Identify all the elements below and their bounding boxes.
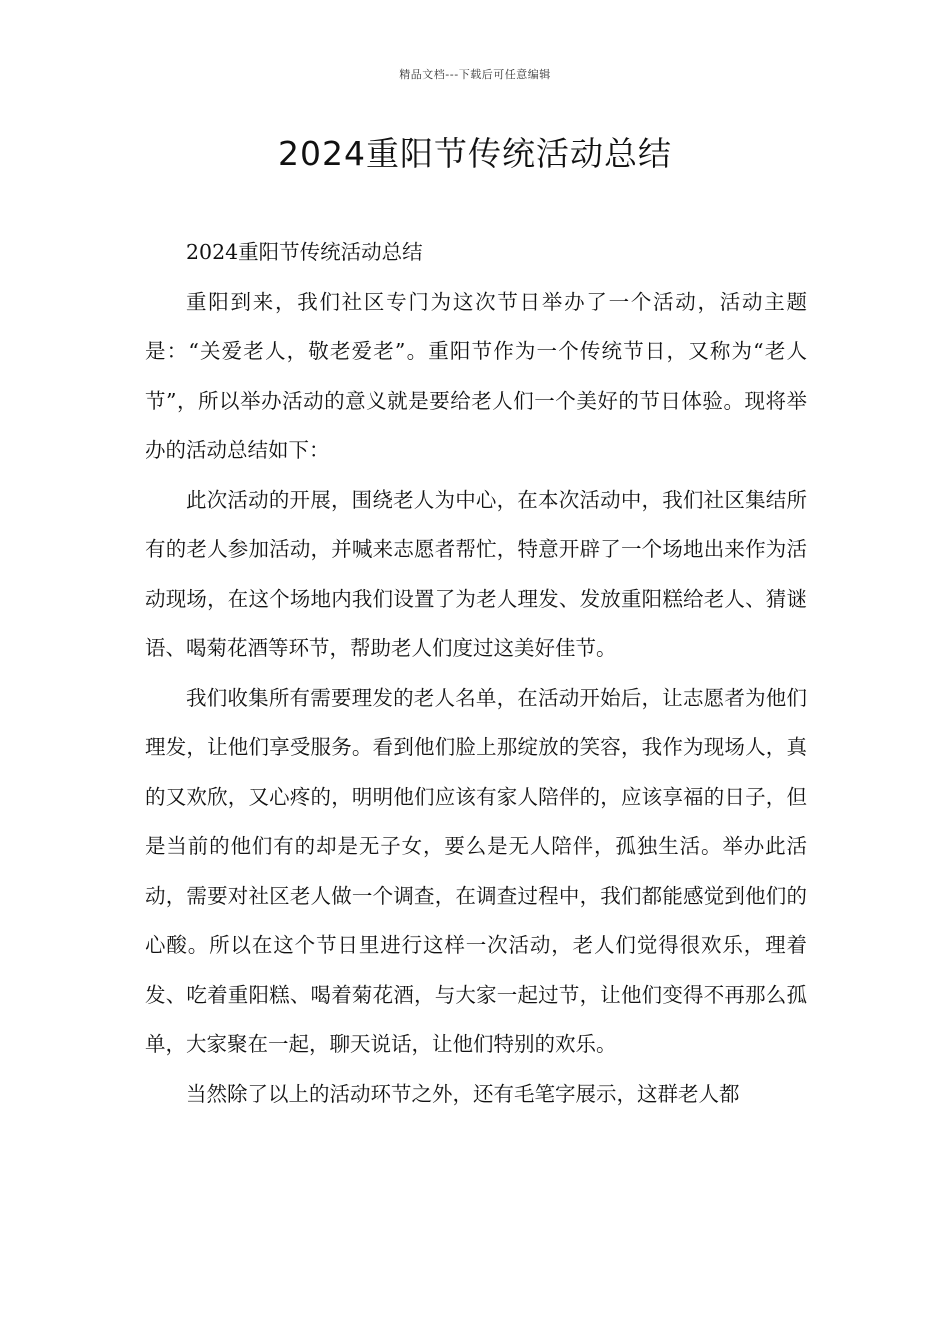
header-note: 精品文档---下载后可任意编辑 (399, 68, 551, 81)
paragraph: 我们收集所有需要理发的老人名单，在活动开始后，让志愿者为他们理发，让他们享受服务。看到他们脸上那绽放的笑容，我作为现场人，真的又欢欣，又心疼的，明明他们应该有家人陪伴的，应该享福的日子，但是当前的他们有的却是无子女，要么是无人陪伴，孤独生活。举办此活动，需要对社区老人做一个调查，在调查过程中，我们都能感觉到他们的心酸。所以在这个节日里进行这样一次活动，老人们觉得很欢乐，理着发、吃着重阳糕、喝着菊花酒，与大家一起过节，让他们变得不再那么孤单，大家聚在一起，聊天说话，让他们特别的欢乐。 (145, 685, 807, 1056)
paragraph: 当然除了以上的活动环节之外，还有毛笔字展示，这群老人都 (186, 1081, 740, 1106)
document-title: 2024重阳节传统活动总结 (278, 134, 672, 173)
document-body (145, 228, 807, 1119)
paragraph-subtitle: 2024重阳节传统活动总结 (186, 240, 423, 264)
paragraph: 此次活动的开展，围绕老人为中心，在本次活动中，我们社区集结所有的老人参加活动，并喊来志愿者帮忙，特意开辟了一个场地出来作为活动现场，在这个场地内我们设置了为老人理发、发放重阳糕给老人、猜谜语、喝菊花酒等环节，帮助老人们度过这美好佳节。 (145, 487, 807, 660)
paragraph: 重阳到来，我们社区专门为这次节日举办了一个活动，活动主题是：“关爱老人，敬老爱老”。重阳节作为一个传统节日，又称为“老人节”，所以举办活动的意义就是要给老人们一个美好的节日体验。现将举办的活动总结如下： (145, 289, 807, 462)
